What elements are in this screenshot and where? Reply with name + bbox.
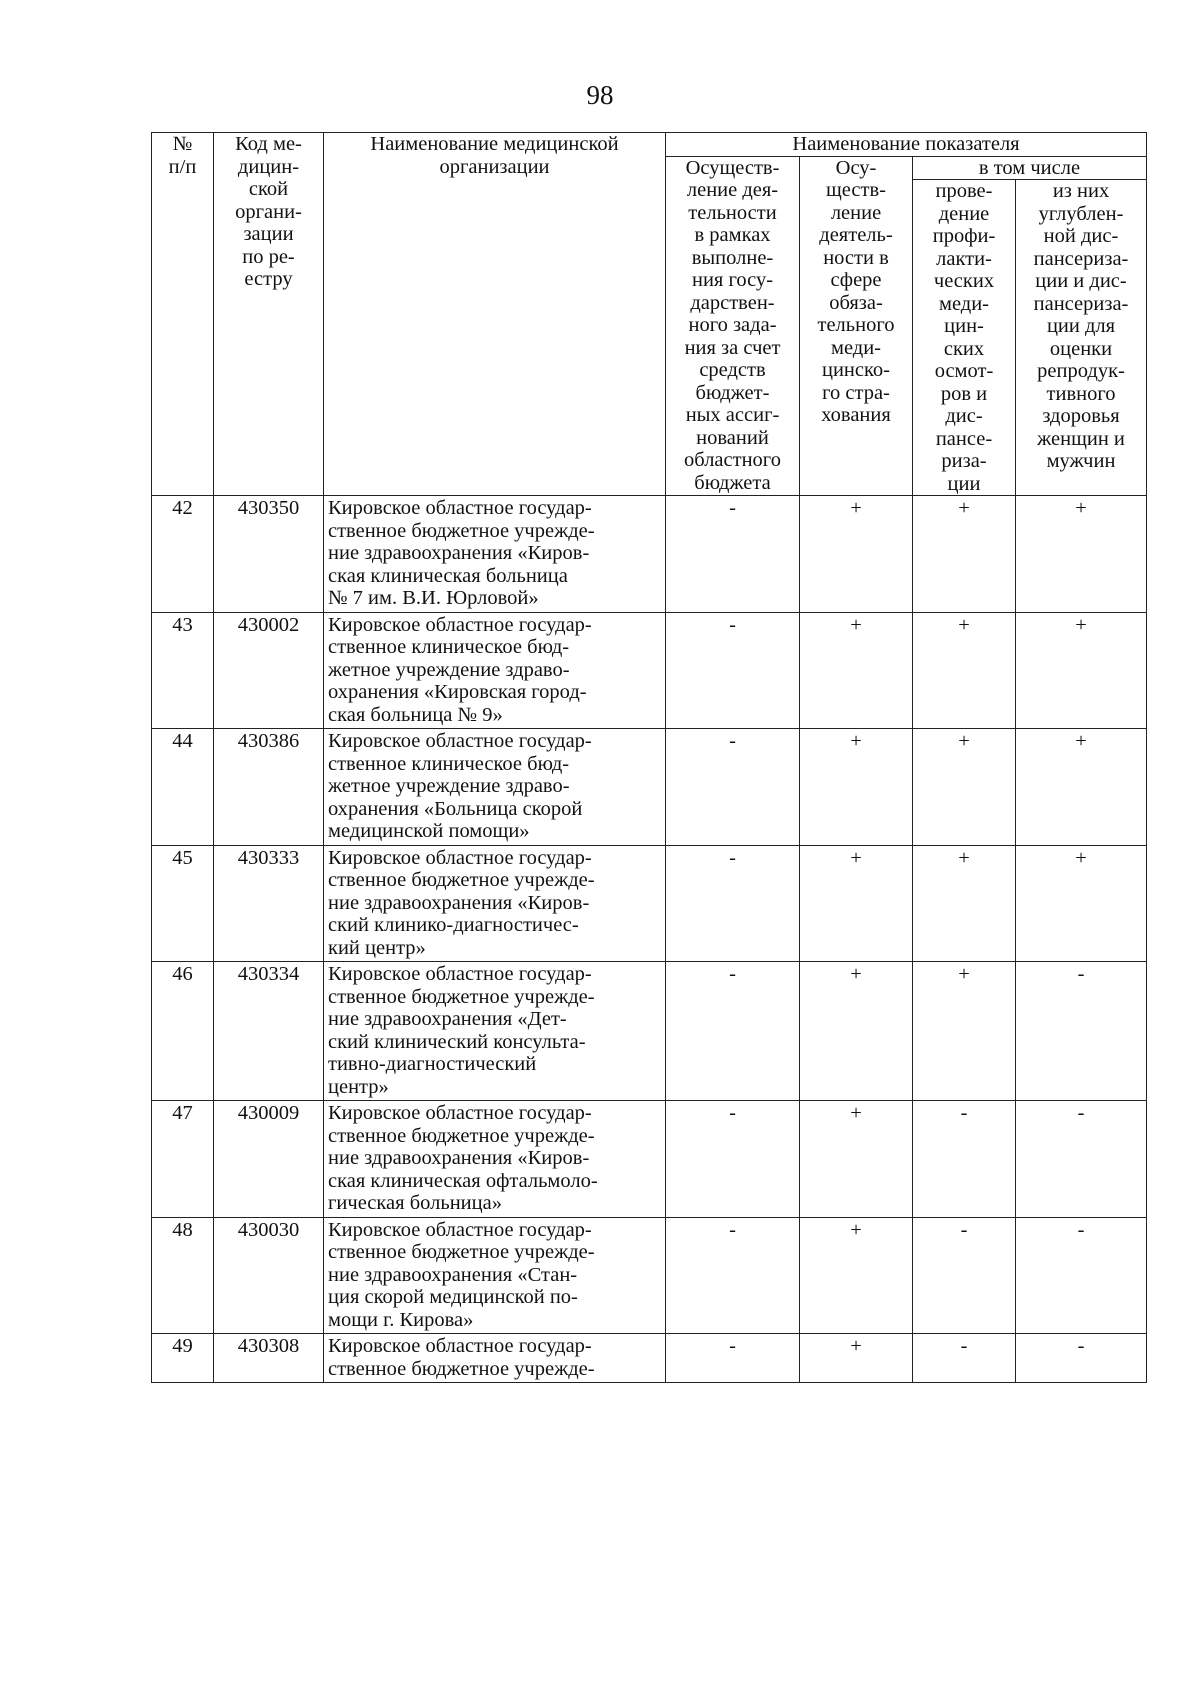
table-row <box>152 845 1147 962</box>
header-number: № п/п <box>152 133 214 496</box>
row-repro-mark: + <box>1016 612 1147 729</box>
row-number: 44 <box>152 729 214 846</box>
row-organization-name: Кировское областное государ- ственное бюджетное учрежде- <box>324 1334 666 1383</box>
table-row <box>152 1334 1147 1383</box>
table-row <box>152 496 1147 613</box>
row-state-task-mark: - <box>666 496 800 613</box>
row-repro-mark: + <box>1016 729 1147 846</box>
row-organization-name: Кировское областное государ- ственное бюджетное учрежде- ние здравоохранения «Киров- ская клиническая офтальмоло- гическая больница» <box>324 1101 666 1218</box>
table-row <box>152 962 1147 1101</box>
row-prof-mark: + <box>913 962 1016 1101</box>
row-state-task-mark: - <box>666 729 800 846</box>
header-preventive-exams: прове- дение профи- лакти- ческих меди- цин- ских осмот- ров и дис- пансе- риза- ции <box>913 180 1016 496</box>
header-state-task: Осуществ- ление дея- тельности в рамках выполне- ния госу- дарствен- ного зада- ния за счет средств бюджет- ных ассиг- нований областного бюджета <box>666 156 800 496</box>
row-code: 430308 <box>214 1334 324 1383</box>
row-prof-mark: + <box>913 612 1016 729</box>
row-organization-name: Кировское областное государ- ственное бюджетное учрежде- ние здравоохранения «Киров- ский клинико-диагностичес- кий центр» <box>324 845 666 962</box>
row-state-task-mark: - <box>666 612 800 729</box>
row-organization-name: Кировское областное государ- ственное клиническое бюд- жетное учреждение здраво- охранения «Больница скорой медицинской помощи» <box>324 729 666 846</box>
row-number: 46 <box>152 962 214 1101</box>
row-number: 45 <box>152 845 214 962</box>
row-code: 430002 <box>214 612 324 729</box>
row-prof-mark: - <box>913 1217 1016 1334</box>
row-oms-mark: + <box>800 962 913 1101</box>
row-code: 430386 <box>214 729 324 846</box>
row-oms-mark: + <box>800 1101 913 1218</box>
row-organization-name: Кировское областное государ- ственное бюджетное учрежде- ние здравоохранения «Дет- ский клинический консульта- тивно-диагностический центр» <box>324 962 666 1101</box>
table-row <box>152 1101 1147 1218</box>
row-number: 43 <box>152 612 214 729</box>
row-repro-mark: - <box>1016 1334 1147 1383</box>
row-code: 430333 <box>214 845 324 962</box>
row-state-task-mark: - <box>666 1334 800 1383</box>
row-code: 430009 <box>214 1101 324 1218</box>
row-oms-mark: + <box>800 1217 913 1334</box>
header-organization-name: Наименование медицинской организации <box>324 133 666 496</box>
row-organization-name: Кировское областное государ- ственное бюджетное учрежде- ние здравоохранения «Стан- ция скорой медицинской по- мощи г. Кирова» <box>324 1217 666 1334</box>
organizations-table <box>151 132 1147 1383</box>
row-repro-mark: - <box>1016 1101 1147 1218</box>
row-prof-mark: + <box>913 845 1016 962</box>
row-prof-mark: + <box>913 729 1016 846</box>
row-oms-mark: + <box>800 612 913 729</box>
row-state-task-mark: - <box>666 1217 800 1334</box>
table-row <box>152 1217 1147 1334</box>
row-repro-mark: - <box>1016 962 1147 1101</box>
row-organization-name: Кировское областное государ- ственное клиническое бюд- жетное учреждение здраво- охранения «Кировская город- ская больница № 9» <box>324 612 666 729</box>
table-row <box>152 612 1147 729</box>
row-code: 430350 <box>214 496 324 613</box>
row-code: 430334 <box>214 962 324 1101</box>
table-header <box>152 133 1147 496</box>
row-oms-mark: + <box>800 1334 913 1383</box>
header-oms: Осу- ществ- ление деятель- ности в сфере обяза- тельного меди- цинско- го стра- хования <box>800 156 913 496</box>
header-indicator: Наименование показателя <box>666 133 1147 157</box>
header-reproductive-health: из них углублен- ной дис- пансериза- ции и дис- пансериза- ции для оценки репродук- тивного здоровья женщин и мужчин <box>1016 180 1147 496</box>
row-prof-mark: - <box>913 1334 1016 1383</box>
row-repro-mark: + <box>1016 496 1147 613</box>
row-oms-mark: + <box>800 496 913 613</box>
row-number: 47 <box>152 1101 214 1218</box>
row-state-task-mark: - <box>666 1101 800 1218</box>
table-body <box>152 496 1147 1383</box>
row-number: 49 <box>152 1334 214 1383</box>
table-row <box>152 729 1147 846</box>
page-number: 98 <box>586 80 614 110</box>
row-number: 42 <box>152 496 214 613</box>
row-oms-mark: + <box>800 729 913 846</box>
header-including: в том числе <box>913 156 1147 180</box>
row-prof-mark: - <box>913 1101 1016 1218</box>
row-organization-name: Кировское областное государ- ственное бюджетное учрежде- ние здравоохранения «Киров- ская клиническая больница № 7 им. В.И. Юрловой» <box>324 496 666 613</box>
header-code: Код ме- дицин- ской органи- зации по ре- естру <box>214 133 324 496</box>
row-prof-mark: + <box>913 496 1016 613</box>
row-state-task-mark: - <box>666 962 800 1101</box>
row-state-task-mark: - <box>666 845 800 962</box>
row-number: 48 <box>152 1217 214 1334</box>
row-repro-mark: + <box>1016 845 1147 962</box>
row-repro-mark: - <box>1016 1217 1147 1334</box>
row-oms-mark: + <box>800 845 913 962</box>
row-code: 430030 <box>214 1217 324 1334</box>
